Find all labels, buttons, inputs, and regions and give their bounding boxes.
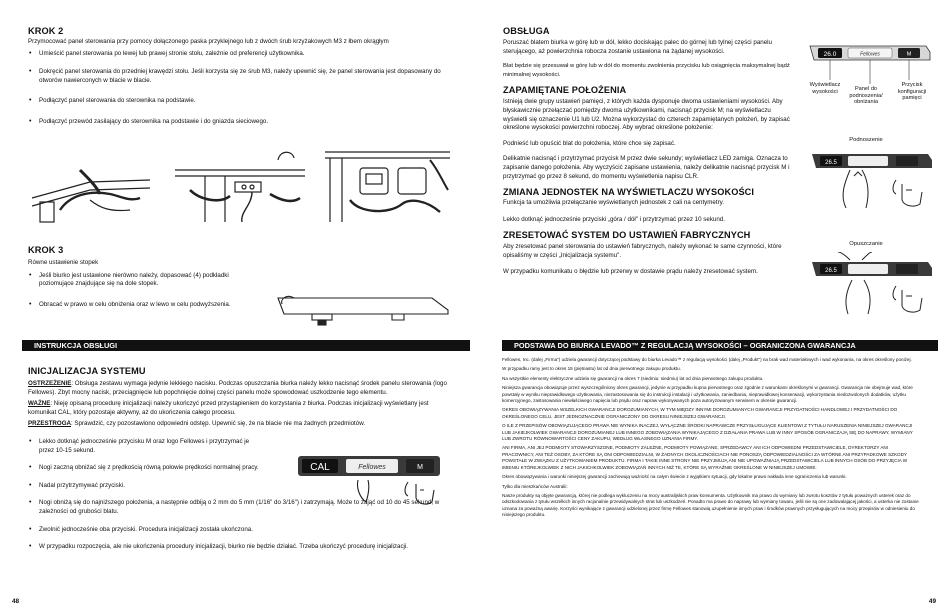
init-bullet-4: • Nogi obniżą się do najniższego położenia, a następnie odbiją o 2 mm do 5 mm (1/16" do 3/16") i zatrzymają. Może to zająć od 10 do 45 sekund, w zależności od grubości blatu. xyxy=(28,499,454,516)
warranty-p7: ANI FIRMA, ANI JEJ PODMIOTY STOWARZYSZONE, PODMIOTY ZALEŻNE, PODMIOTY POWIĄZANE, SPRZEDAWCY ANI ICH ODPOWIEDNI PRZEDSTAWICIELE, DYREKTORZY ANI PRACOWNICY, ANI TEŻ OSOBY, ZA KTÓRE SĄ ONI ODPOWIEDZIALNI, W ŻADNYCH OKOLICZNOŚCIACH NIE PONOSZĄ ODPOWIEDZIALNOŚCI ZA WTÓRNE ANI PRZYPADKOWE SZKODY POWSTAŁE W ZWIĄZKU Z UŻYTKOWANIEM PRODUKTU. FIRMA I TAKIE INNE STRONY NIE PRZYJMUJĄ ANI NIE UPOWAŻNIAJĄ PRZEDSTAWICIELA LUB INNYCH OSÓB DO PRZYJĘCIA W IMIENIU KTÓREJKOLWIEK Z NICH JAKICHKOLWIEK ZOBOWIĄZAŃ INNYCH NIŻ TE, KTÓRE SĄ WYRAŹNIE OKREŚLONE W NINIEJSZEJ UMOWIE. xyxy=(502,445,908,470)
memory-p1: Istnieją dwie grupy ustawień pamięci, z których każda dysponuje dwoma ustawieniami wysokości. Aby błyskawicznie przełączać pomiędzy dwoma użytkownikami, nacisnąć przycisk M; na wyświetlaczu wyświetli się oznaczenie U1 lub U2. Można wykorzystać do czterech zapamiętanych położeń, by zapisać określone wysokości powierzchni roboczej. Aby wybrać określone położenie: xyxy=(503,98,790,132)
right-section-bar: PODSTAWA DO BIURKA LEVADO™ Z REGULACJĄ WYSOKOŚCI – OGRANICZONA GWARANCJA xyxy=(502,340,938,351)
cal-panel-illustration xyxy=(296,450,446,510)
warranty-p3: Na wszystkie elementy elektryczne udziela się gwarancji na okres 7 (siedmiu: siedmiu) lat od dnia pierwotnego zakupu produktu. xyxy=(502,375,764,381)
page-number-left: 48 xyxy=(12,598,20,605)
right-text-column xyxy=(503,26,795,276)
warranty-p10: Nasze produkty są objęte gwarancją, której nie podlega wykluczeniu na mocy australijskich praw konsumenta. Użytkownik ma prawo do wymiany lub zwrotu kosztów z tytułu poważnych usterek oraz do odszkodowania z tytułu wszelkich innych racjonalnie przewidywalnych strat lub uszkodzeń. Ponadto ma prawo do naprawy lub wymiany towaru, jeśli nie są one zadowalającej jakości, a usterka nie zostanie uznana za poważną awarię. Korzyści wynikające z gwarancji udzielonej przez firmę Fellowes stanowią uzupełnienie innych praw i środków prawnych przysługujących na mocy przepisów w odniesieniu do niniejszego produktu. xyxy=(502,492,919,518)
init-important xyxy=(28,400,454,417)
left-page xyxy=(28,26,448,127)
important-text: : Nieję opisaną procedurę inicjalizacji należy ukończyć przed przystąpieniem do korzystania z biurka. Podczas inicjalizacji wyświetlany jest komunikat CAL, który pozostaje aktywny, aż do ukończenia całego procesu. xyxy=(28,400,429,416)
caution-label: PRZESTROGA xyxy=(28,420,71,428)
init-bullet-2: • Nogi zaczną obniżać się z prędkością równą połowie prędkości normalnej pracy. xyxy=(28,464,454,473)
init-bullet-3: • Nadal przytrzymywać przyciski. xyxy=(28,482,454,491)
lower-caption: Opuszczanie xyxy=(849,241,883,247)
memory-p3: Delikatnie nacisnąć i przytrzymać przycisk M przez dwie sekundy; wyświetlacz LED zamiga. Oznacza to zapisanie danego położenia. Aby wyczyścić zapisane ustawienia, należy delikatnie nacisnąć przycisk M i przytrzymać go przez 8 sekund, do momentu wyświetlenia napisu CLR. xyxy=(503,155,790,180)
memory-p2: Podnieść lub opuścić blat do położenia, które chce się zapisać. xyxy=(503,139,676,147)
krok3-section xyxy=(28,245,258,309)
raise-caption: Podnoszenie xyxy=(849,137,883,143)
krok3-title: KROK 3 xyxy=(28,245,64,255)
label-panel: Panel do podnoszenia/ obniżania xyxy=(849,86,883,106)
warning-label: OSTRZEŻENIE xyxy=(28,380,72,387)
init-bullet-6: • W przypadku rozpoczęcia, ale nie ukończenia procedury inicjalizacji, biurko nie będzie działać. Trzeba ukończyć procedurę inicjalizacji. xyxy=(28,543,454,552)
warranty-text xyxy=(502,357,920,519)
krok2-title: KROK 2 xyxy=(28,26,64,36)
obsluga-p2: Blat będzie się przesuwał w górę lub w dół do momentu zwolnienia przycisku lub osiągnięcia maksymalnej bądź minimalnej wysokości. xyxy=(503,63,790,78)
warning-text: : Obsługa zestawu wymaga jedynie lekkiego nacisku. Podczas opuszczania biurka należy lekko nacisnąć środek panelu sterowania (logo Fellowes). Zbyt mocny nacisk, przeciągnięcie lub popchnięcie dolnej części panelu może spowodować uszkodzenie tego elementu. xyxy=(28,380,447,396)
page-number-right: 49 xyxy=(928,598,936,605)
warranty-p1: Fellowes, Inc. (dalej „Firma") udziela gwarancji dotyczącej podstawy do biurka Levado™ z regulacją wysokości (dalej „Produkt") na brak wad materiałowych i wad wykonania, na okres określony poniżej. xyxy=(502,357,912,362)
init-title: INICJALIZACJA SYSTEMU xyxy=(28,366,146,376)
raise-display-value: 26.5 xyxy=(825,160,837,166)
important-label: WAŻNE xyxy=(28,400,51,408)
init-caution xyxy=(28,420,454,429)
panel-display-text: CAL xyxy=(310,462,330,473)
krok3-intro: Równe ustawienie stopek xyxy=(28,259,99,266)
lower-illustration xyxy=(810,252,935,320)
warranty-p5: OKRES OBOWIĄZYWANIA WSZELKICH GWARANCJI DOROZUMIANYCH, W TYM MIĘDZY INNYMI DOROZUMIANYCH GWARANCJI PRZYDATNOŚCI HANDLOWEJ I PRZYDATNOŚCI DO OKREŚLONEGO CELU, JEST JEDNOZNACZNIE OGRANICZONY DO OKRESU NINIEJSZEJ GWARANCJI. xyxy=(502,407,898,419)
label-display-wrap: Wyświetlacz wysokości xyxy=(809,82,841,95)
left-section-bar: INSTRUKCJA OBSŁUGI xyxy=(22,340,470,351)
units-p1: Funkcja ta umożliwia przełączanie wyświetlanych jednostek z cali na centymetry. xyxy=(503,199,725,207)
krok3-bullet-1: • Jeśli biurko jest ustawione nierówno należy, dopasować (4) podkładki poziomujące znajdujące się na dole stopek. xyxy=(28,272,244,289)
units-title: ZMIANA JEDNOSTEK NA WYŚWIETLACZU WYSOKOŚCI xyxy=(503,187,755,198)
krok3-bullet-2: • Obracać w prawo w celu obniżenia oraz w lewo w celu podwyższenia. xyxy=(28,301,258,310)
warranty-p8: Okres obowiązywania i warunki niniejszej gwarancji zachowują ważność na całym świecie z wyjątkiem sytuacji, gdy lokalne prawo nakłada inne ograniczenia lub warunki. xyxy=(502,474,847,480)
reset-p2: W przypadku komunikatu o błędzie lub przerwy w dostawie prądu należy zresetować system. xyxy=(503,267,758,275)
reset-p1: Aby zresetować panel sterowania do ustawień fabrycznych, należy wykonać te same czynności, które opisaliśmy w części „Inicjalizacja systemu". xyxy=(503,243,782,259)
raise-illustration xyxy=(810,148,935,216)
init-warning xyxy=(28,380,454,397)
obsluga-p1: Poruszać blatem biurka w górę lub w dół, lekko dociskając palec do górnej lub tylnej części panelu sterującego, aż powierzchnia robocza zostanie ustawiona na żądanej wysokości. xyxy=(503,39,772,55)
figure-labels xyxy=(808,82,933,122)
panel-m-button-text: M xyxy=(417,464,423,471)
diagram-display-value: 26.0 xyxy=(823,51,837,58)
krok2-bullet-1: • Umieścić panel sterowania po lewej lub prawej stronie stołu, zależnie od preferencji użytkownika. xyxy=(28,50,448,59)
warranty-p9: Tylko dla mieszkańców Australii: xyxy=(502,483,568,489)
caution-text: : Sprawdzić, czy pozostawiono odpowiedni odstęp. Upewnić się, że na blacie nie ma żadnych przedmiotów. xyxy=(70,420,366,428)
leveling-foot-illustration xyxy=(272,292,452,332)
init-bullet-5: • Zwolnić jednocześnie oba przyciski. Procedura inicjalizacji została ukończona. xyxy=(28,526,454,535)
lower-display-value: 26.5 xyxy=(825,268,837,274)
warranty-p6: O ILE Z PRZEPISÓW OBOWIĄZUJĄCEGO PRAWA NIE WYNIKA INACZEJ, WYŁĄCZNE ŚRODKI NAPRAWCZE PRZYSŁUGUJĄCE KLIENTOWI Z TYTUŁU NARUSZENIA NINIEJSZEJ GWARANCJI LUB JAKIEJKOLWIEK GWARANCJI DOROZUMIANEJ LUB INNEGO ZOBOWIĄZANIA WYNIKAJĄCEGO Z DZIAŁANIA PRAWA LUB W INNY SPOSÓB OGRANICZAJĄ SIĘ DO NAPRAWY, WYMIANY LUB ZWROTU RÓWNOWARTOŚCI CENY ZAKUPU, WEDŁUG WŁASNEGO UZNANIA FIRMY. xyxy=(502,423,913,442)
warranty-p4: Niniejsza gwarancja obowiązuje przez wyszczególniony okres gwarancji, jedynie w przypadku kupna pierwotnego oraz zgodnie z warunkami określonymi w gwarancji. Gwarancja nie obejmuje wad, które powstały w wyniku nieprawidłowego użytkowania, niezastosowania się do instrukcji instalacji i użytkowania, zaniedbania, nieprawidłowej konserwacji, wykorzystania niedozwolonych dodatków, użytku komercyjnego, zastosowania niewłaściwego napięcia lub prądu oraz napraw wykonywanych poza autoryzowanym serwisem w okresie gwarancji. xyxy=(502,385,913,404)
diagram-logo: Fellowes xyxy=(860,51,880,58)
obsluga-title: OBSŁUGA xyxy=(503,26,550,36)
krok2-bullet-2: • Dokręcić panel sterowania do przedniej krawędzi stołu. Jeśli korzysta się ze śrub M3, należy upewnić się, że panel sterowania jest dopasowany do otworów nawierconych w blacie w blacie. xyxy=(28,68,448,85)
krok2-intro: Przymocować panel sterowania przy pomocy dołączonego paska przyklejnego lub z dwóch śrub krzyżakowych M3 z łbem okrągłym xyxy=(28,38,389,45)
memory-title: ZAPAMIĘTANE POŁOŻENIA xyxy=(503,85,627,96)
krok2-illustrations xyxy=(30,150,450,225)
label-button: Przycisk konfiguracji pamięci xyxy=(897,82,927,102)
reset-title: ZRESETOWAĆ SYSTEM DO USTAWIEŃ FABRYCZNYCH xyxy=(503,230,751,241)
krok2-bullet-3: • Podłączyć panel sterowania do sterownika na podstawie. xyxy=(28,97,448,106)
panel-logo-text: Fellowes xyxy=(358,464,386,471)
warranty-p2: W przypadku ramy jest to okres 15 (piętnastu) lat od dnia pierwotnego zakupu produktu. xyxy=(502,366,681,372)
diagram-m-button: M xyxy=(906,51,912,58)
units-p2: Lekko dotknąć jednocześnie przyciski „góra / dół" i przytrzymać przez 10 sekund. xyxy=(503,215,725,223)
init-bullet-1: • Lekko dotknąć jednocześnie przycisku M oraz logo Fellowes i przytrzymać je przez 10-15 sekund. xyxy=(28,438,254,455)
krok2-bullet-4: • Podłączyć przewód zasilający do sterownika na podstawie i do gniazda sieciowego. xyxy=(28,118,448,127)
